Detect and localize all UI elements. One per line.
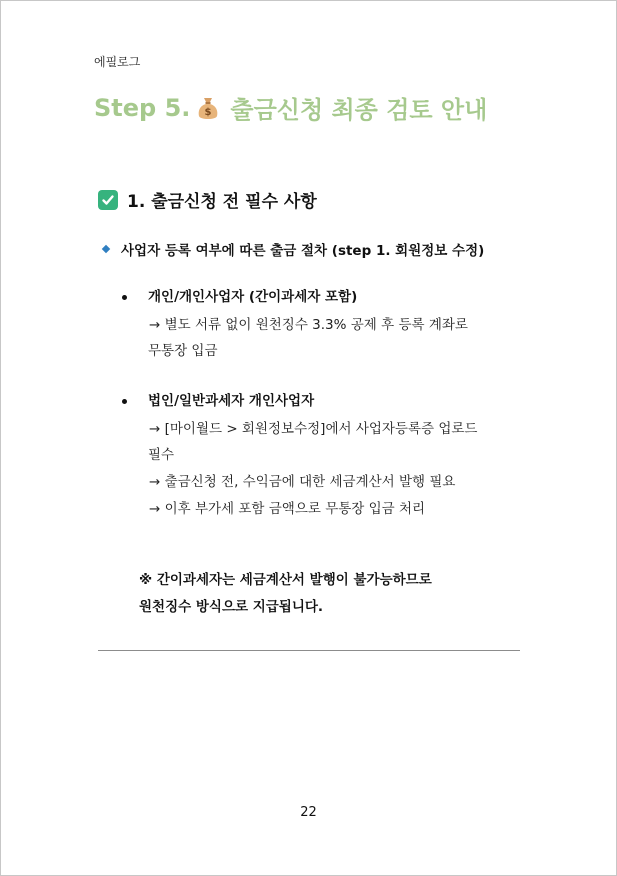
item-description-line: → 별도 서류 없이 원천징수 3.3% 공제 후 등록 계좌로 xyxy=(149,317,468,333)
blue-diamond-icon xyxy=(102,245,110,253)
item-description-line: → 출금신청 전, 수익금에 대한 세금계산서 발행 필요 xyxy=(149,474,456,490)
item-description-line: → [마이월드 > 회원정보수정]에서 사업자등록증 업로드 xyxy=(149,421,478,437)
sub-heading-text: 사업자 등록 여부에 따른 출금 절차 (step 1. 회원정보 수정) xyxy=(121,243,485,259)
item-title: 개인/개인사업자 (간이과세자 포함) xyxy=(148,289,358,305)
note-line: 원천징수 방식으로 지급됩니다. xyxy=(139,599,324,615)
money-bag-icon xyxy=(196,95,220,121)
svg-text:$: $ xyxy=(204,106,212,118)
note-line: ※ 간이과세자는 세금계산서 발행이 불가능하므로 xyxy=(139,572,432,588)
item-description-line: 무통장 입금 xyxy=(148,343,218,359)
header-label: 에필로그 xyxy=(94,55,141,69)
page-title xyxy=(94,90,487,125)
title-text: 출금신청 최종 검토 안내 xyxy=(230,96,488,124)
section-heading xyxy=(98,187,317,212)
item-description-line: 필수 xyxy=(148,447,175,463)
check-mark-box-icon xyxy=(98,190,118,210)
bullet-icon xyxy=(122,295,127,300)
item-description-line: → 이후 부가세 포함 금액으로 무통장 입금 처리 xyxy=(149,501,426,517)
divider xyxy=(98,650,520,651)
section-title: 1. 출금신청 전 필수 사항 xyxy=(127,192,317,212)
item-title: 법인/일반과세자 개인사업자 xyxy=(148,393,315,409)
title-step: Step 5. xyxy=(94,93,191,122)
page-number: 22 xyxy=(300,805,317,820)
bullet-icon xyxy=(122,399,127,404)
sub-heading xyxy=(101,239,484,259)
